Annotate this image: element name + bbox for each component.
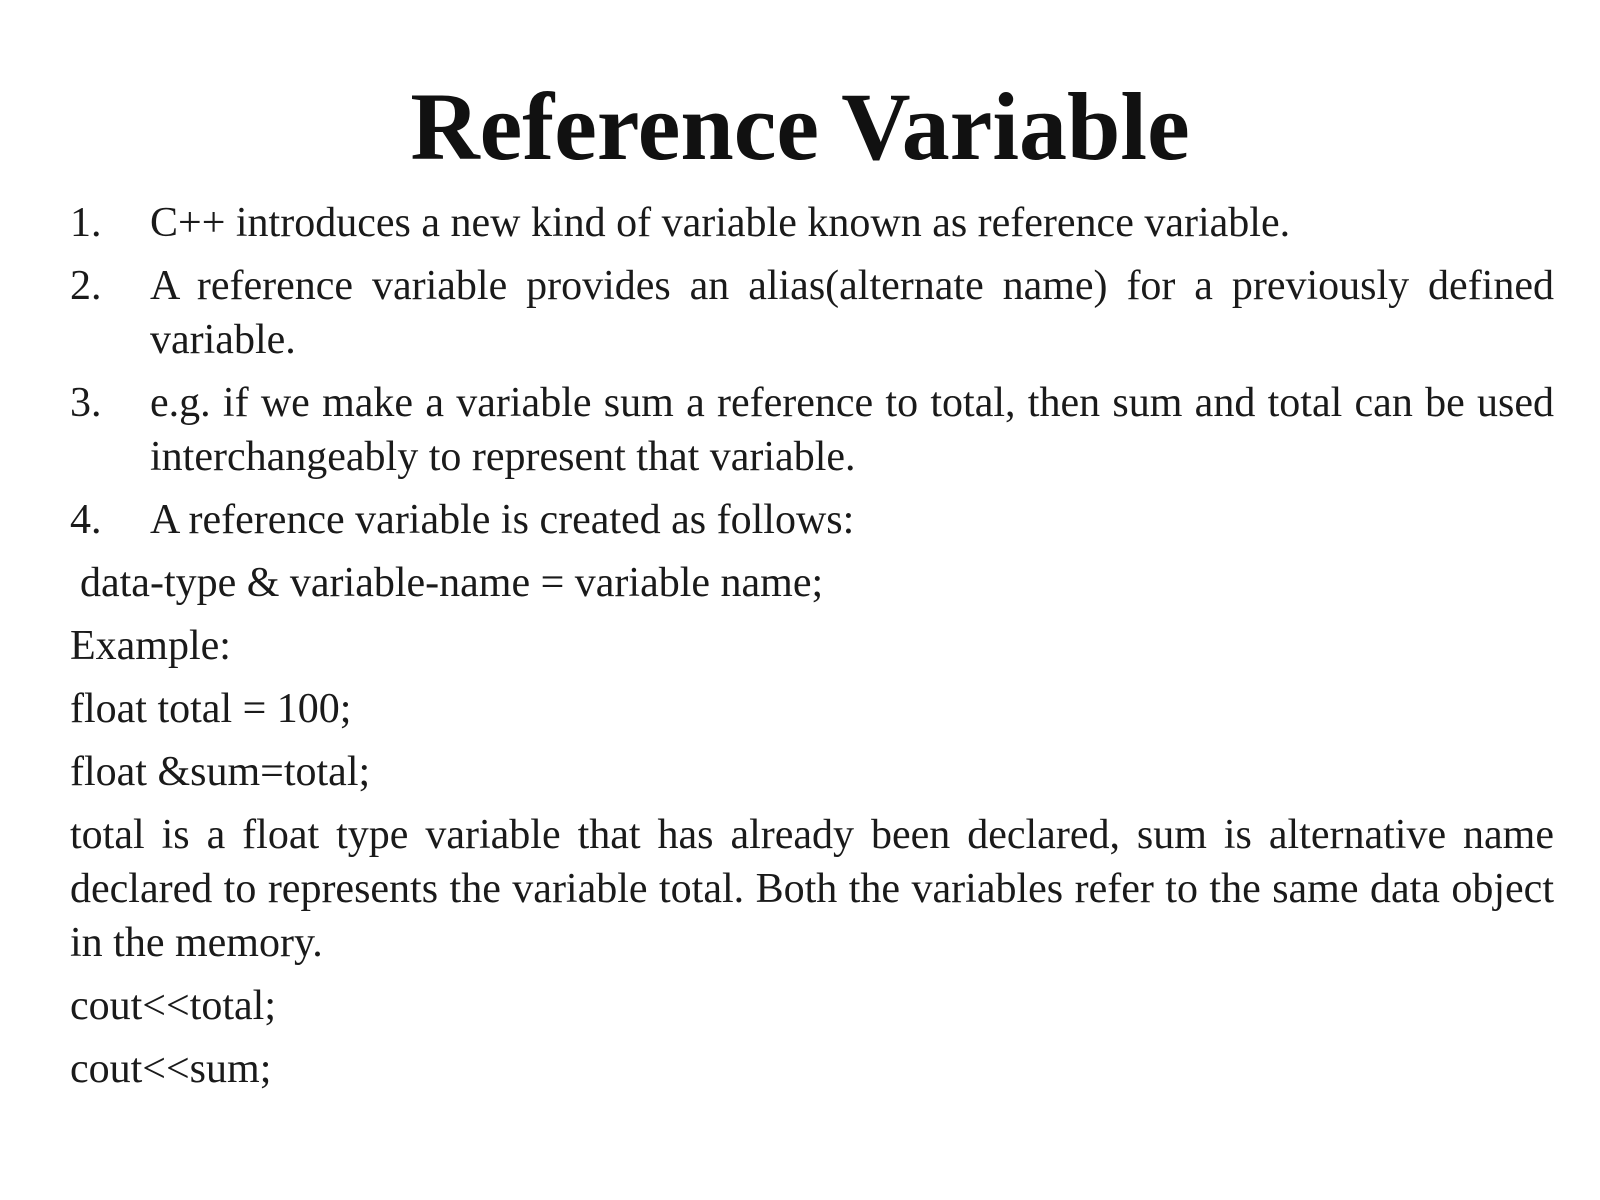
syntax-line: data-type & variable-name = variable name; [80,560,824,606]
output-code-line: cout<<total; [70,983,277,1029]
example-label: Example: [70,623,231,669]
list-item-text: A reference variable provides an alias(alternate name) for a previously defined variable. [150,263,1554,363]
code-line: float &sum=total; [70,749,371,795]
slide-body [70,196,1554,1105]
list-item-text: C++ introduces a new kind of variable known as reference variable. [150,200,1291,246]
list-item-text: e.g. if we make a variable sum a reference to total, then sum and total can be used interchangeably to represent that variable. [150,380,1554,480]
output-code-line: cout<<sum; [70,1046,272,1092]
list-number: 4. [70,497,102,543]
list-number: 3. [70,380,102,426]
code-line: float total = 100; [70,686,352,732]
explanation-paragraph: total is a float type variable that has already been declared, sum is alternative name declared to represents the variable total. Both the variables refer to the same data object in the memory. [70,812,1554,966]
list-item-text: A reference variable is created as follows: [150,497,855,543]
list-item [70,376,1554,484]
slide-title: Reference Variable [410,73,1190,180]
list-item [70,259,1554,367]
list-item [70,493,1554,547]
list-number: 2. [70,263,102,309]
list-item [70,196,1554,250]
list-number: 1. [70,200,102,246]
